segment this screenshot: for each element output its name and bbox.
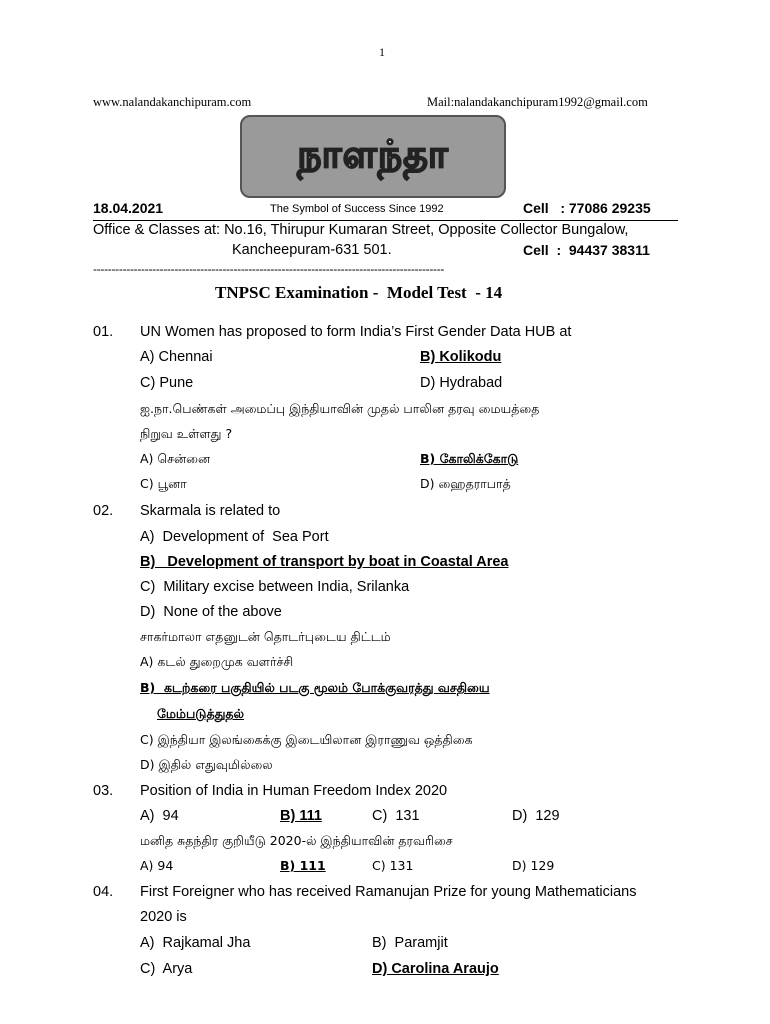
- option-a: A) 94: [140, 808, 179, 824]
- option-a: A) Development of Sea Port: [140, 529, 329, 545]
- tamil-question-line: சாகர்மாலா எதனுடன் தொடர்புடைய திட்டம்: [140, 629, 391, 644]
- tamil-option-b-answer: B) கடற்கரை பகுதியில் படகு மூலம் போக்குவரத்து வசதியை: [140, 680, 490, 695]
- tamil-option-a: A) சென்னை: [140, 451, 211, 466]
- option-c: C) Military excise between India, Srilanka: [140, 579, 410, 595]
- exam-title: TNPSC Examination - Model Test - 14: [215, 283, 503, 302]
- tamil-question-line: மனித சுதந்திர குறியீடு 2020-ல் இந்தியாவின் தரவரிசை: [140, 833, 453, 848]
- option-d: D) 129: [512, 808, 560, 824]
- question-number: 03.: [93, 783, 114, 799]
- website-link[interactable]: www.nalandakanchipuram.com: [93, 95, 252, 109]
- tamil-option-c: C) 131: [372, 858, 414, 873]
- tamil-option-b-answer: B) கோலிக்கோடு: [420, 451, 519, 466]
- option-a: A) Chennai: [140, 349, 213, 365]
- tamil-option-a: A) 94: [140, 858, 174, 873]
- cell-number-1: Cell : 77086 29235: [523, 200, 651, 216]
- header-divider: [93, 220, 678, 221]
- option-b-answer: B) 111: [280, 808, 322, 824]
- option-a: A) Rajkamal Jha: [140, 935, 251, 951]
- tamil-option-a: A) கடல் துறைமுக வளர்ச்சி: [140, 654, 294, 669]
- tamil-question-line: நிறுவ உள்ளது ?: [140, 426, 233, 441]
- option-d: D) None of the above: [140, 604, 282, 620]
- option-d-answer: D) Carolina Araujo: [372, 961, 499, 977]
- question-text: Skarmala is related to: [140, 503, 281, 519]
- option-c: C) 131: [372, 808, 420, 824]
- dashed-separator: -----------------------------------------------------------------------------------------------: [93, 262, 445, 276]
- tamil-option-b-answer: B) 111: [280, 858, 326, 873]
- tamil-option-d: D) இதில் எதுவுமில்லை: [140, 757, 273, 772]
- address-line-1: Office & Classes at: No.16, Thirupur Kumaran Street, Opposite Collector Bungalow,: [93, 222, 629, 238]
- option-c: C) Arya: [140, 961, 193, 977]
- question-text-cont: 2020 is: [140, 909, 187, 925]
- question-text: First Foreigner who has received Ramanujan Prize for young Mathematicians: [140, 884, 637, 900]
- option-c: C) Pune: [140, 375, 194, 391]
- cell-number-2: Cell : 94437 38311: [523, 242, 650, 258]
- logo-text: நாளந்தா: [297, 131, 449, 176]
- tagline: The Symbol of Success Since 1992: [270, 203, 444, 215]
- tamil-question-line: ஐ.நா.பெண்கள் அமைப்பு இந்தியாவின் முதல் பாலின தரவு மையத்தை: [140, 401, 540, 416]
- tamil-option-d: D) 129: [512, 858, 555, 873]
- address-line-2: Kancheepuram-631 501.: [232, 242, 392, 258]
- page-number: 1: [379, 45, 385, 59]
- date: 18.04.2021: [93, 200, 164, 216]
- question-number: 04.: [93, 884, 114, 900]
- tamil-option-b-answer-cont: மேம்படுத்துதல்: [157, 706, 244, 721]
- option-b-answer: B) Development of transport by boat in Coastal Area: [140, 554, 509, 570]
- tamil-option-c: C) இந்தியா இலங்கைக்கு இடையிலான இராணுவ ஒத்திகை: [140, 732, 473, 747]
- option-d: D) Hydrabad: [420, 375, 503, 391]
- nalanda-logo: [240, 115, 506, 198]
- option-b: B) Paramjit: [372, 935, 448, 951]
- option-b-answer: B) Kolikodu: [420, 349, 502, 365]
- tamil-option-d: D) ஹைதராபாத்: [420, 476, 511, 491]
- tamil-option-c: C) பூனா: [140, 476, 187, 491]
- question-number: 01.: [93, 324, 114, 340]
- email-address[interactable]: Mail:nalandakanchipuram1992@gmail.com: [427, 95, 648, 109]
- question-text: Position of India in Human Freedom Index 2020: [140, 783, 448, 799]
- question-number: 02.: [93, 503, 114, 519]
- question-text: UN Women has proposed to form India’s First Gender Data HUB at: [140, 324, 572, 340]
